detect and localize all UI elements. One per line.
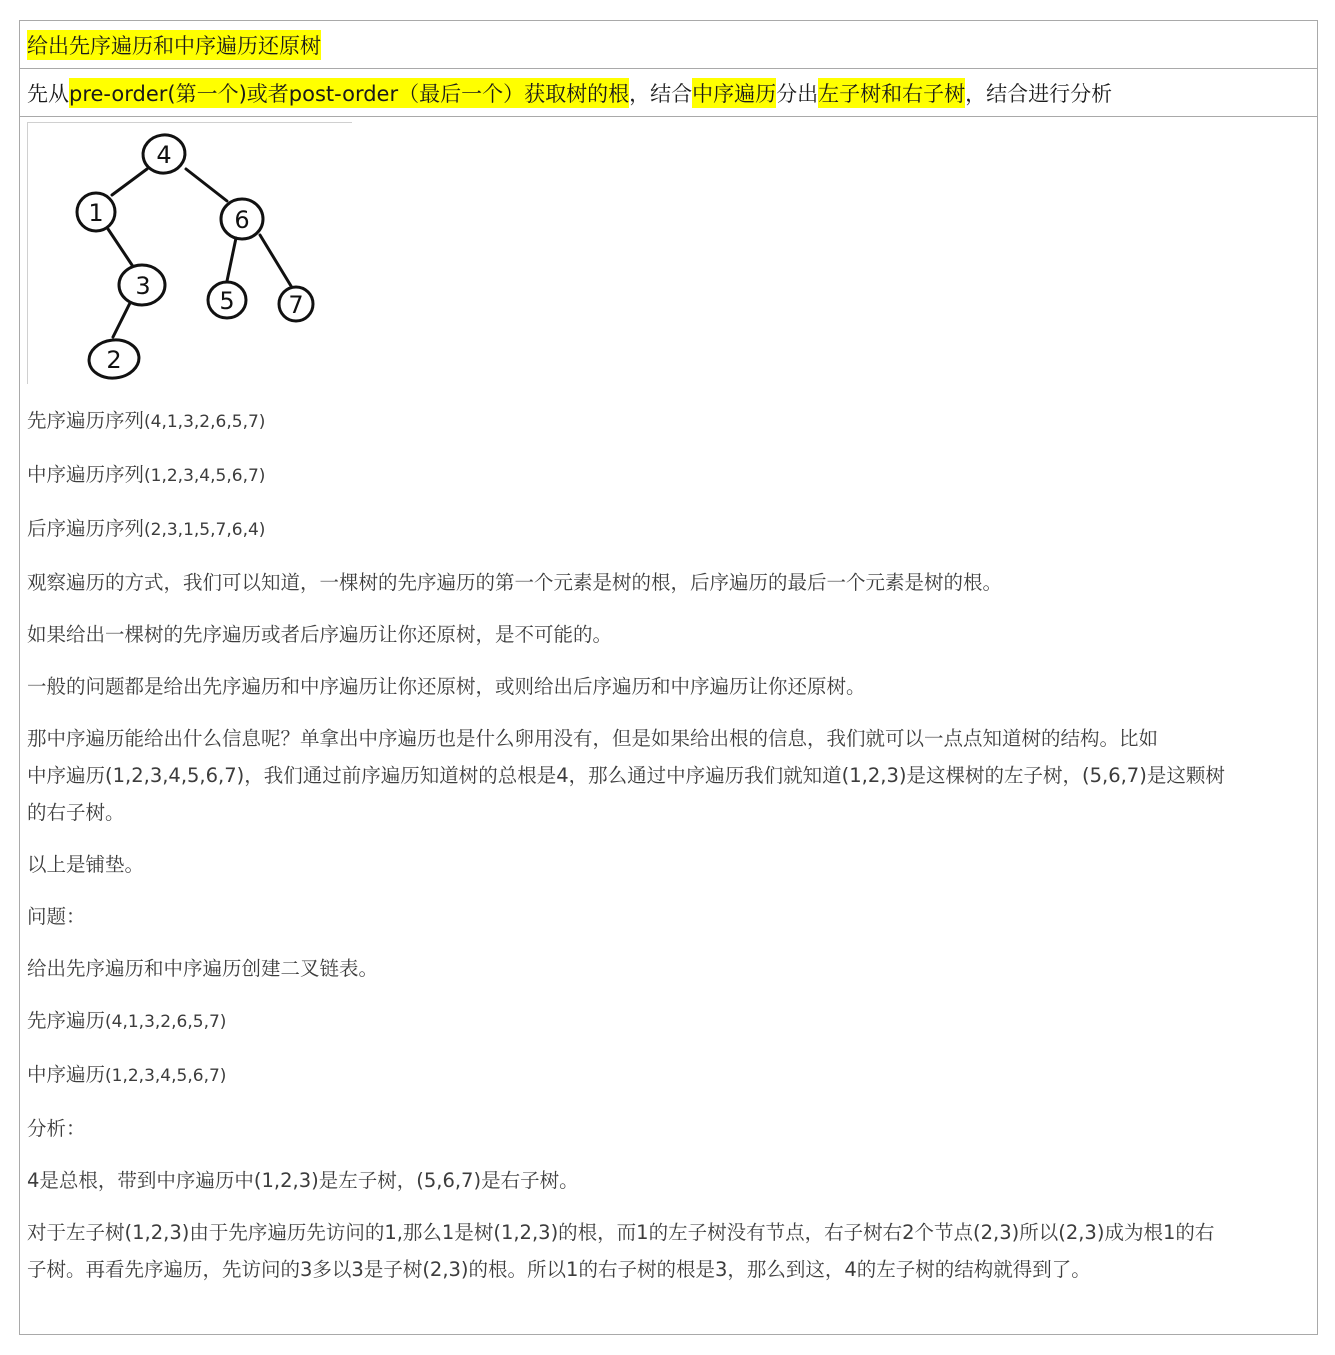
- node-5-label: 5: [219, 287, 235, 315]
- question-preorder: [27, 1002, 1309, 1041]
- question-inorder-label: 中序遍历: [27, 1063, 106, 1086]
- intro-seg-2: ，结合: [629, 81, 693, 106]
- edge-6-5: [227, 238, 236, 281]
- node-4-label: 4: [156, 141, 172, 169]
- question-inorder: [27, 1056, 1309, 1095]
- intro-seg-6: ，结合进行分析: [965, 81, 1113, 106]
- postorder-sequence: [27, 510, 1309, 549]
- title-row: [20, 21, 1317, 69]
- node-1-label: 1: [88, 199, 104, 227]
- inorder-info-line-3: 的右子树。: [27, 801, 125, 824]
- edge-4-6: [186, 169, 227, 201]
- question-preorder-value: (4,1,3,2,6,5,7): [105, 1012, 227, 1032]
- node-3-label: 3: [135, 272, 151, 300]
- intro-seg-5: 左子树和右子树: [818, 78, 965, 108]
- postorder-sequence-label: 后序遍历序列: [27, 517, 145, 540]
- edge-1-3: [108, 229, 132, 265]
- binary-tree-svg: [28, 123, 353, 385]
- question-preorder-label: 先序遍历: [27, 1009, 106, 1032]
- intro-seg-4: 分出: [776, 81, 819, 106]
- edge-6-7: [260, 235, 291, 286]
- page-title: 给出先序遍历和中序遍历还原树: [27, 30, 321, 60]
- question-label: 问题：: [27, 905, 86, 928]
- inorder-info-line-2: 中序遍历(1,2,3,4,5,6,7)，我们通过前序遍历知道树的总根是4，那么通过中序遍历我们就知道(1,2,3)是这棵树的左子树，(5,6,7)是这颗树: [27, 764, 1225, 787]
- intro-seg-3: 中序遍历: [692, 78, 776, 108]
- impossible-paragraph: 如果给出一棵树的先序遍历或者后序遍历让你还原树，是不可能的。: [27, 623, 613, 646]
- edge-4-1: [112, 169, 147, 195]
- inorder-info-paragraph: [27, 720, 1309, 831]
- document-table: [19, 20, 1318, 1335]
- groundwork-paragraph: 以上是铺垫。: [27, 853, 145, 876]
- analysis-label: 分析：: [27, 1117, 86, 1140]
- question-inorder-value: (1,2,3,4,5,6,7): [105, 1066, 227, 1086]
- general-paragraph: 一般的问题都是给出先序遍历和中序遍历让你还原树，或则给出后序遍历和中序遍历让你还原树。: [27, 675, 866, 698]
- inorder-sequence-label: 中序遍历序列: [27, 463, 145, 486]
- analysis-root-paragraph: 4是总根，带到中序遍历中(1,2,3)是左子树，(5,6,7)是右子树。: [27, 1169, 579, 1192]
- body-cell: [20, 117, 1317, 1288]
- inorder-sequence-value: (1,2,3,4,5,6,7): [144, 466, 266, 486]
- intro-row: [20, 69, 1317, 117]
- node-7-label: 7: [288, 291, 304, 319]
- intro-seg-0: 先从: [27, 81, 69, 106]
- node-6-label: 6: [234, 206, 250, 234]
- observe-paragraph: 观察遍历的方式，我们可以知道，一棵树的先序遍历的第一个元素是树的根，后序遍历的最后一个元素是树的根。: [27, 571, 1003, 594]
- question-paragraph: 给出先序遍历和中序遍历创建二叉链表。: [27, 957, 379, 980]
- edge-3-2: [113, 303, 130, 337]
- preorder-sequence-value: (4,1,3,2,6,5,7): [144, 412, 266, 432]
- intro-seg-1: pre-order(第一个)或者post-order（最后一个）获取树的根: [69, 78, 629, 108]
- inorder-sequence: [27, 456, 1309, 495]
- postorder-sequence-value: (2,3,1,5,7,6,4): [144, 520, 266, 540]
- left-analysis-paragraph: [27, 1214, 1309, 1288]
- binary-tree-sketch: [27, 122, 352, 384]
- preorder-sequence-label: 先序遍历序列: [27, 409, 145, 432]
- node-2-label: 2: [106, 346, 122, 374]
- left-analysis-line-1: 对于左子树(1,2,3)由于先序遍历先访问的1,那么1是树(1,2,3)的根，而1的左子树没有节点，右子树右2个节点(2,3)所以(2,3)成为根1的右: [27, 1221, 1215, 1244]
- left-analysis-line-2: 子树。再看先序遍历，先访问的3多以3是子树(2,3)的根。所以1的右子树的根是3，那么到这，4的左子树的结构就得到了。: [27, 1258, 1091, 1281]
- preorder-sequence: [27, 402, 1309, 441]
- inorder-info-line-1: 那中序遍历能给出什么信息呢？单拿出中序遍历也是什么卵用没有，但是如果给出根的信息，我们就可以一点点知道树的结构。比如: [27, 727, 1159, 750]
